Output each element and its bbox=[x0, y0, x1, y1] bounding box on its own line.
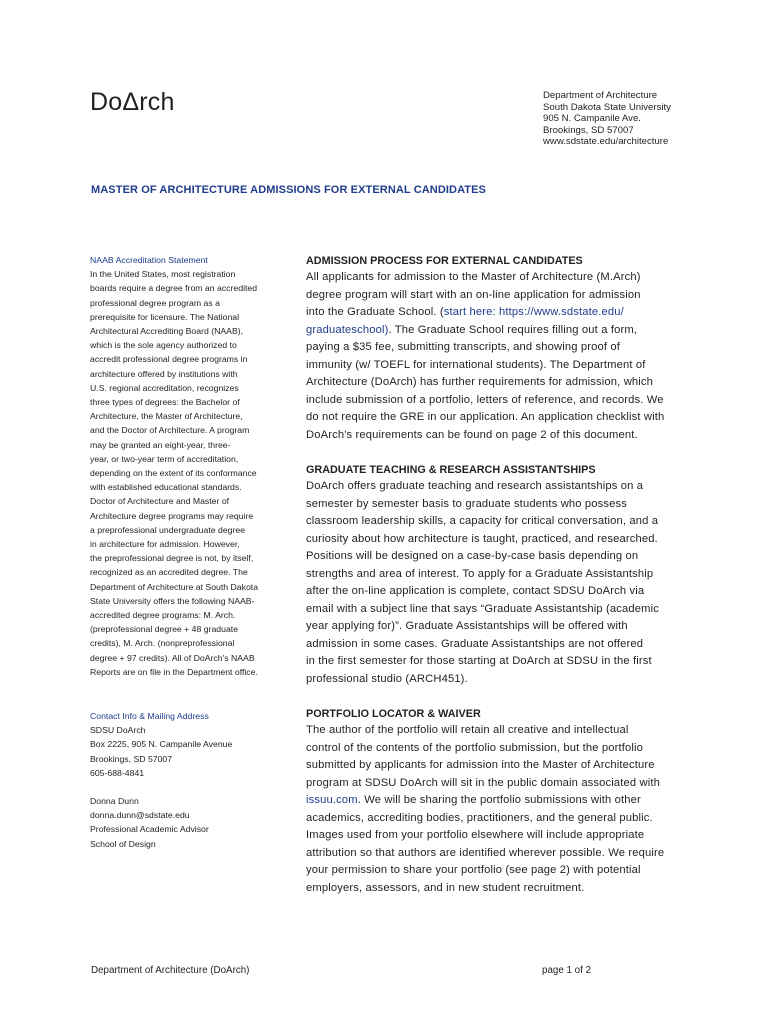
assistantships-line: Positions will be designed on a case-by-case basis depending on bbox=[306, 550, 639, 562]
admission-line: immunity (w/ TOEFL for international students). The Department of bbox=[306, 358, 646, 371]
portfolio-heading: PORTFOLIO LOCATOR & WAIVER bbox=[306, 708, 481, 720]
naab-line: accredited degree programs: M. Arch. bbox=[90, 610, 236, 621]
advisor-info bbox=[90, 794, 295, 851]
admission-line: degree program will start with an on-line application for admission bbox=[306, 288, 641, 301]
naab-line: In the United States, most registration bbox=[90, 269, 236, 280]
address-line: Brookings, SD 57007 bbox=[543, 124, 634, 136]
admission-line: include submission of a portfolio, letters of reference, and records. We bbox=[306, 393, 664, 406]
website-link[interactable]: www.sdstate.edu/architecture bbox=[543, 136, 669, 148]
naab-line: State University offers the following NAAB- bbox=[90, 595, 255, 606]
admission-line: All applicants for admission to the Master of Architecture (M.Arch) bbox=[306, 271, 641, 283]
naab-line: boards require a degree from an accredited bbox=[90, 283, 258, 294]
graduate-school-link[interactable]: start here: https://www.sdstate.edu/ bbox=[443, 306, 624, 318]
department-address bbox=[543, 90, 671, 148]
admission-text: into the Graduate School. ( bbox=[306, 306, 444, 318]
contact-info bbox=[90, 709, 295, 780]
assistantships-line: strengths and area of interest. To apply for a Graduate Assistantship bbox=[306, 567, 654, 580]
naab-line: Department of Architecture at South Dakota bbox=[90, 581, 259, 592]
naab-line: with established educational standards. bbox=[90, 482, 242, 493]
naab-heading: NAAB Accreditation Statement bbox=[90, 255, 208, 265]
naab-line: three types of degrees: the Bachelor of bbox=[90, 397, 240, 408]
portfolio-line: program at SDSU DoArch will sit in the public domain associated with bbox=[306, 776, 661, 789]
contact-line: Box 2225, 905 N. Campanile Avenue bbox=[90, 739, 233, 750]
naab-line: year, or two-year term of accreditation, bbox=[90, 453, 239, 464]
assistantships-line: after the on-line application is complete, contact SDSU DoArch via bbox=[306, 585, 645, 597]
portfolio-line: Images used from your portfolio elsewhere will include appropriate bbox=[306, 829, 645, 841]
issuu-link[interactable]: issuu.com bbox=[306, 794, 358, 806]
assistantships-line: in the first semester for those starting at DoArch at SDSU in the first bbox=[306, 655, 652, 667]
naab-line: recognized as an accredited degree. The bbox=[90, 567, 248, 578]
assistantships-section bbox=[306, 462, 706, 688]
doarch-logo: DoΔrch bbox=[90, 88, 175, 116]
naab-line: Reports are on file in the Department office. bbox=[90, 666, 258, 677]
naab-line: which is the sole agency authorized to bbox=[90, 340, 237, 351]
advisor-name: Donna Dunn bbox=[90, 796, 139, 806]
page-title: MASTER OF ARCHITECTURE ADMISSIONS FOR EXTERNAL CANDIDATES bbox=[91, 184, 486, 196]
contact-phone: 605-688-4841 bbox=[90, 767, 145, 778]
footer-department: Department of Architecture (DoArch) bbox=[91, 965, 250, 976]
contact-line: Brookings, SD 57007 bbox=[90, 753, 173, 764]
graduate-school-link-cont[interactable]: graduateschool) bbox=[306, 323, 389, 336]
portfolio-line bbox=[306, 792, 706, 810]
page-number: page 1 of 2 bbox=[542, 965, 592, 976]
naab-line: and the Doctor of Architecture. A program bbox=[90, 425, 250, 436]
naab-line: the preprofessional degree is not, by itself, bbox=[90, 553, 254, 564]
naab-line: U.S. regional accreditation, recognizes bbox=[90, 382, 239, 393]
naab-line: depending on the extent of its conformance bbox=[90, 468, 257, 479]
admission-line: do not require the GRE in our application. An application checklist with bbox=[306, 411, 665, 423]
naab-line: professional degree program as a bbox=[90, 297, 220, 308]
naab-line: Architecture, the Master of Architecture, bbox=[90, 411, 243, 422]
portfolio-line: attribution so that authors are identified wherever possible. We require bbox=[306, 846, 665, 859]
admission-line bbox=[306, 304, 706, 322]
naab-line: Architecture degree programs may require bbox=[90, 510, 254, 521]
naab-line: Architectural Accrediting Board (NAAB), bbox=[90, 326, 244, 337]
portfolio-line: submitted by applicants for admission into the Master of Architecture bbox=[306, 759, 655, 771]
admission-line: paying a $35 fee, submitting transcripts, and showing proof of bbox=[306, 341, 621, 353]
address-line: 905 N. Campanile Ave. bbox=[543, 113, 641, 125]
naab-line: in architecture for admission. However, bbox=[90, 539, 240, 550]
assistantships-line: email with a subject line that says “Graduate Assistantship (academic bbox=[306, 602, 659, 615]
naab-line: Doctor of Architecture and Master of bbox=[90, 496, 230, 507]
assistantships-line: year applying for)”. Graduate Assistantships will be offered with bbox=[306, 620, 628, 632]
admission-heading: ADMISSION PROCESS FOR EXTERNAL CANDIDATES bbox=[306, 255, 583, 267]
naab-line: a preprofessional undergraduate degree bbox=[90, 524, 246, 535]
admission-text: . The Graduate School requires filling out a form, bbox=[388, 323, 638, 336]
naab-line: credits), M. Arch. (nonpreprofessional bbox=[90, 638, 235, 649]
admission-line: DoArch's requirements can be found on page 2 of this document. bbox=[306, 428, 638, 441]
portfolio-line: employers, assessors, and in new student recruitment. bbox=[306, 881, 585, 894]
address-line: South Dakota State University bbox=[543, 101, 671, 113]
portfolio-line: your permission to share your portfolio (see page 2) with potential bbox=[306, 864, 641, 876]
contact-line: SDSU DoArch bbox=[90, 725, 146, 736]
admission-section bbox=[306, 253, 706, 444]
address-line: Department of Architecture bbox=[543, 90, 658, 101]
naab-line: accredit professional degree programs in bbox=[90, 354, 248, 365]
advisor-title: Professional Academic Advisor bbox=[90, 824, 209, 835]
admission-line bbox=[306, 322, 706, 340]
assistantships-line: semester by semester basis to graduate students who possess bbox=[306, 497, 628, 510]
portfolio-line: The author of the portfolio will retain all creative and intellectual bbox=[306, 724, 629, 736]
assistantships-line: curiosity about how architecture is taught, practiced, and researched. bbox=[306, 532, 658, 545]
assistantships-line: classroom leadership skills, a capacity for critical conversation, and a bbox=[306, 515, 659, 527]
naab-line: may be granted an eight-year, three- bbox=[90, 439, 231, 450]
advisor-email[interactable]: donna.dunn@sdstate.edu bbox=[90, 810, 190, 821]
naab-statement bbox=[90, 253, 295, 679]
portfolio-line: control of the contents of the portfolio submission, but the portfolio bbox=[306, 741, 643, 754]
advisor-school: School of Design bbox=[90, 838, 156, 849]
assistantships-heading: GRADUATE TEACHING & RESEARCH ASSISTANTSHIPS bbox=[306, 464, 596, 476]
naab-line: (preprofessional degree + 48 graduate bbox=[90, 624, 239, 635]
naab-line: architecture offered by institutions with bbox=[90, 368, 238, 379]
contact-heading: Contact Info & Mailing Address bbox=[90, 711, 209, 721]
assistantships-line: admission in some cases. Graduate Assistantships are not offered bbox=[306, 637, 644, 650]
assistantships-line: professional studio (ARCH451). bbox=[306, 672, 468, 685]
naab-line: prerequisite for licensure. The National bbox=[90, 311, 240, 322]
naab-line: degree + 97 credits). All of DoArch's NAAB bbox=[90, 652, 255, 663]
admission-line: Architecture (DoArch) has further requirements for admission, which bbox=[306, 376, 654, 388]
portfolio-text: . We will be sharing the portfolio submissions with other bbox=[357, 794, 641, 806]
portfolio-line: academics, accrediting bodies, practitioners, and the general public. bbox=[306, 811, 653, 824]
assistantships-line: DoArch offers graduate teaching and research assistantships on a bbox=[306, 480, 644, 492]
portfolio-section bbox=[306, 706, 706, 897]
